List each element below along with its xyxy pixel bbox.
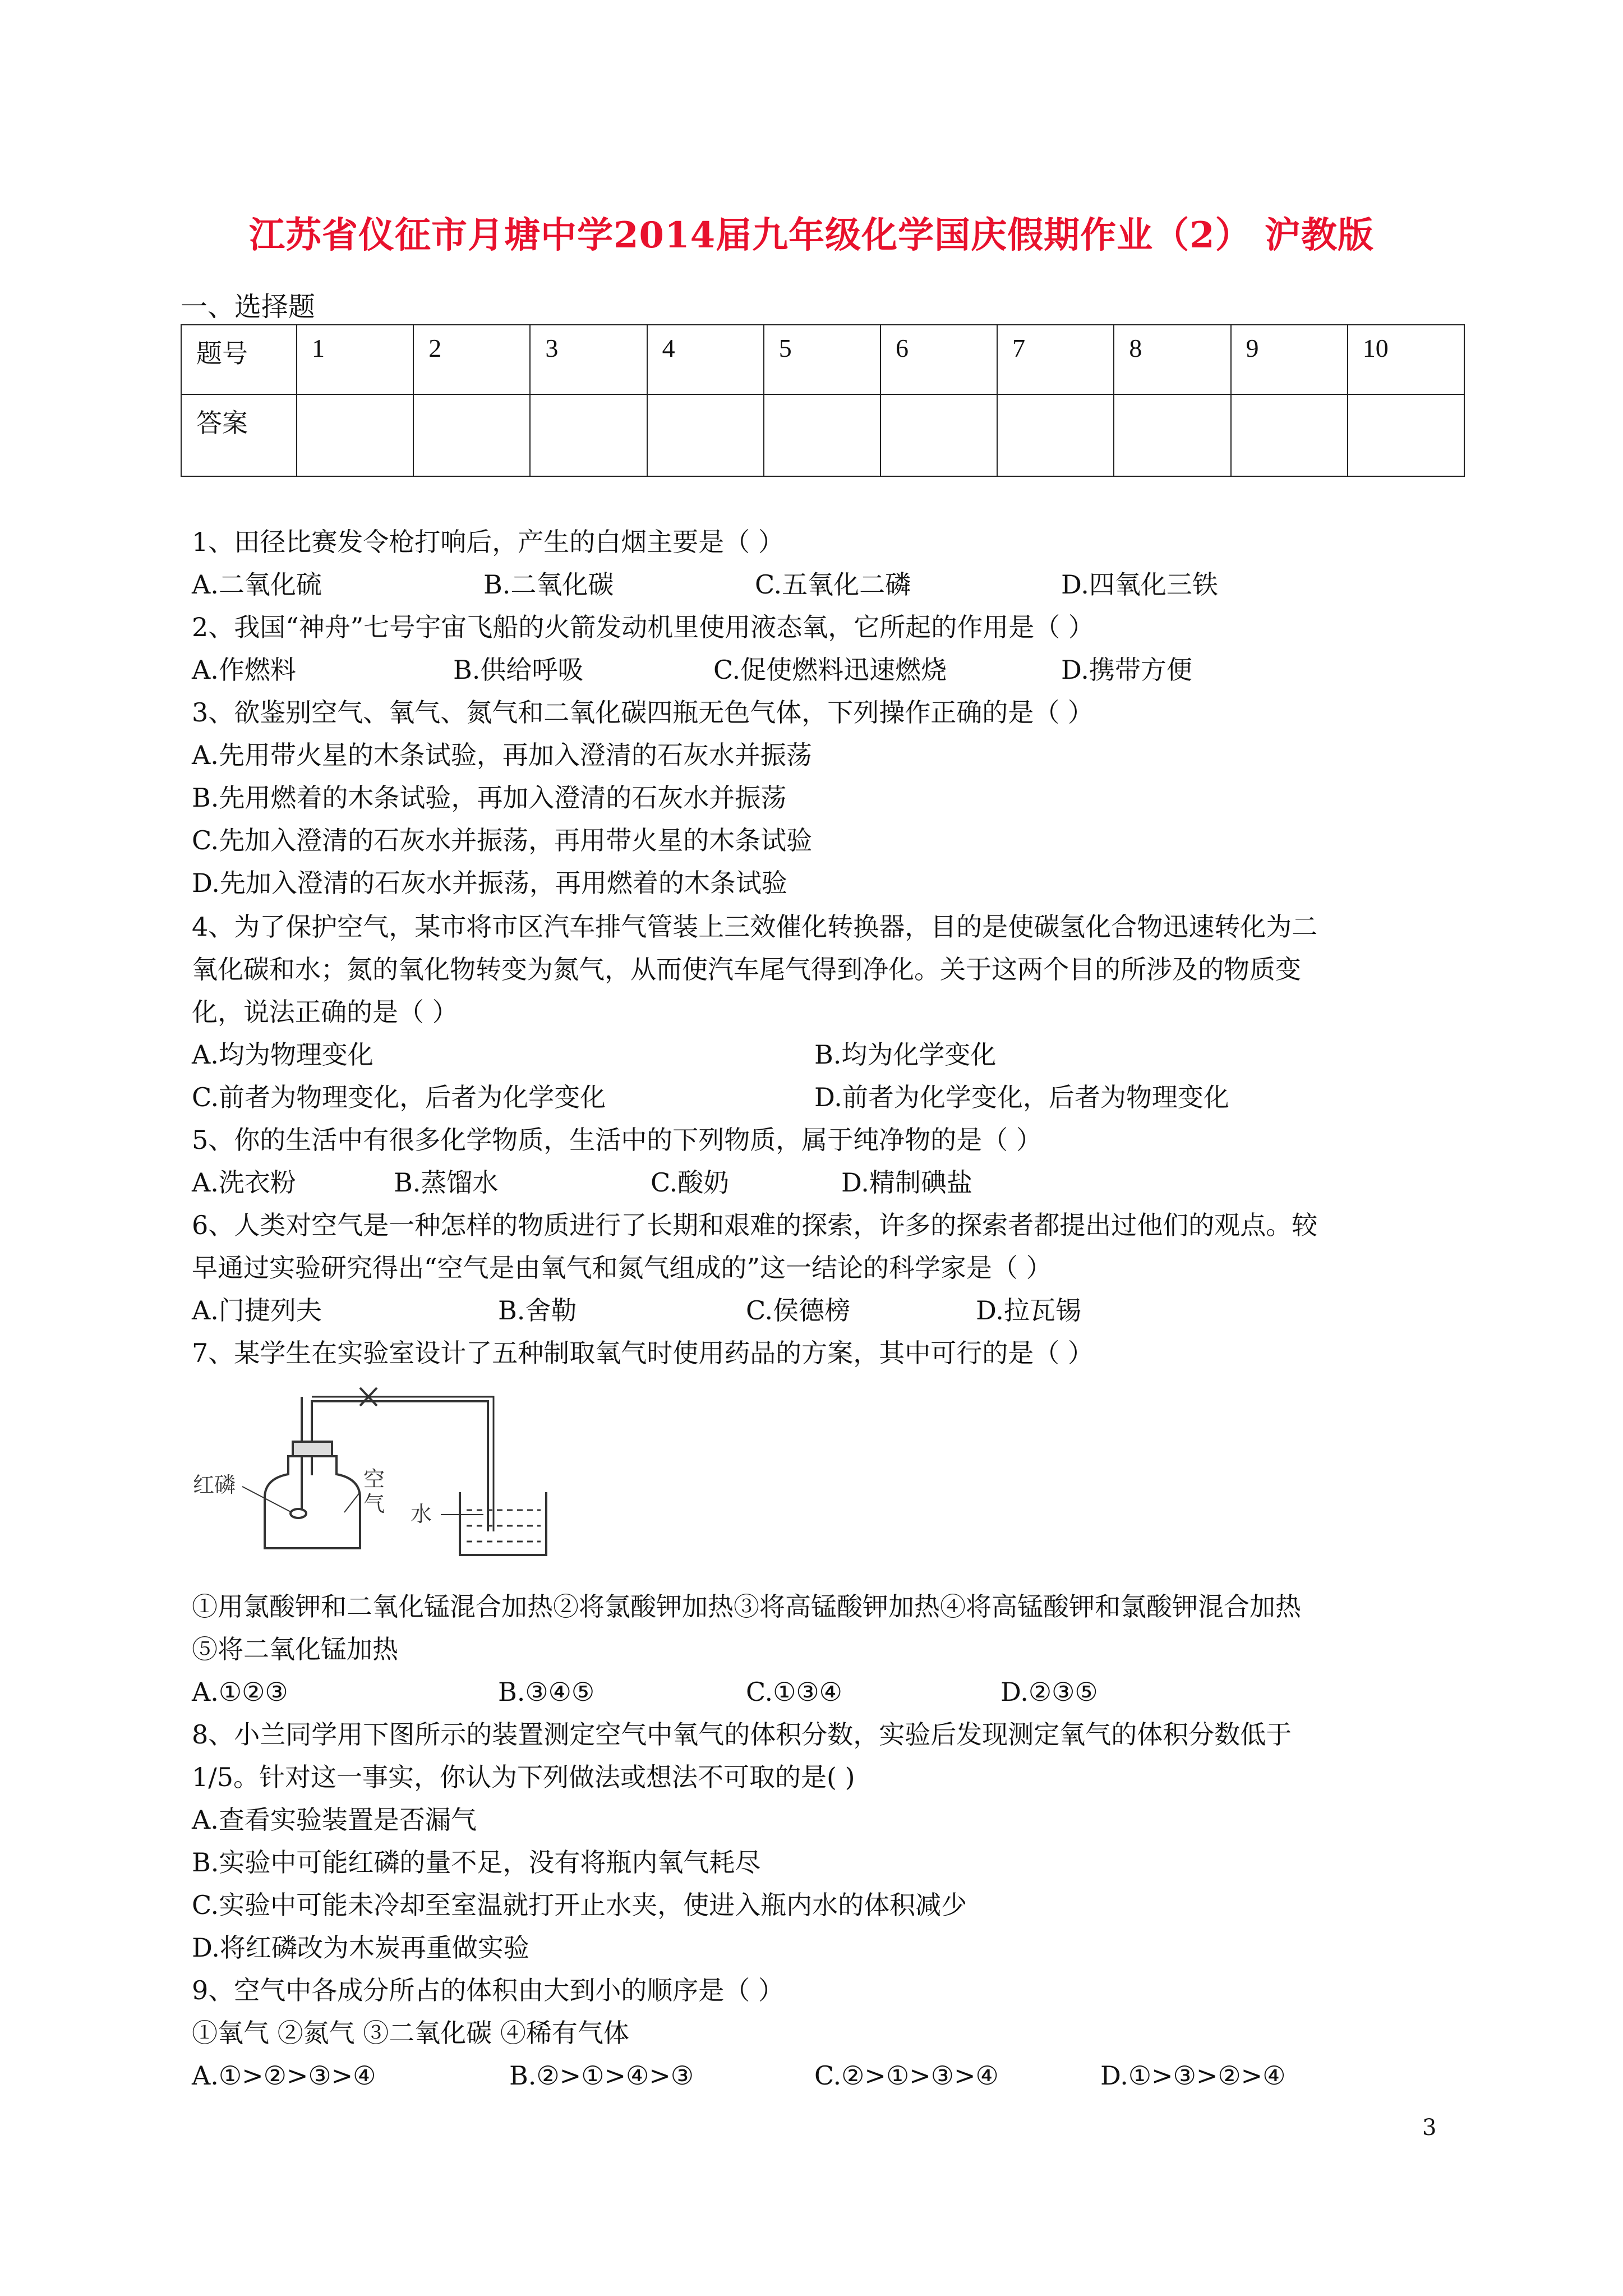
table-number: 1 [297, 325, 413, 394]
table-number: 6 [880, 325, 997, 394]
table-number: 10 [1348, 325, 1464, 394]
q2-option-d: D.携带方便 [1061, 655, 1192, 685]
table-number: 9 [1231, 325, 1348, 394]
q3-option-a: A.先用带火星的木条试验，再加入澄清的石灰水并振荡 [192, 740, 812, 770]
q1-option-a: A.二氧化硫 [192, 569, 322, 600]
section-heading: 一、选择题 [181, 291, 316, 323]
q9-items: ①氧气 ②氮气 ③二氧化碳 ④稀有气体 [192, 2018, 629, 2048]
answer-cell[interactable] [1114, 394, 1230, 476]
q2-option-c: C.促使燃料迅速燃烧 [713, 655, 947, 685]
document-title: 江苏省仪征市月塘中学2014届九年级化学国庆假期作业（2） 沪教版 [249, 214, 1374, 256]
q6-stem-line-1: 6、人类对空气是一种怎样的物质进行了长期和艰难的探索，许多的探索者都提出过他们的观点。较 [192, 1210, 1318, 1240]
answer-table [181, 324, 1465, 477]
q9-option-b: B.②>①>④>③ [509, 2060, 694, 2091]
q6-option-d: D.拉瓦锡 [976, 1295, 1081, 1326]
answer-table-answer-row [181, 394, 1464, 476]
q2-option-a: A.作燃料 [192, 655, 296, 685]
q9-option-c: C.②>①>③>④ [814, 2060, 999, 2091]
answer-cell[interactable] [997, 394, 1114, 476]
q5-option-c: C.酸奶 [651, 1167, 730, 1198]
q4-option-b: B.均为化学变化 [814, 1039, 997, 1070]
q8-option-a: A.查看实验装置是否漏气 [192, 1805, 477, 1835]
q5-option-a: A.洗衣粉 [192, 1167, 296, 1198]
label-water: 水 [411, 1502, 432, 1526]
q1-option-b: B.二氧化碳 [483, 569, 614, 600]
q7-option-b: B.③④⑤ [498, 1677, 595, 1707]
label-red-phosphorus: 红磷 [193, 1473, 236, 1497]
answer-cell[interactable] [880, 394, 997, 476]
q6-option-b: B.舍勒 [498, 1295, 577, 1326]
q3-stem: 3、欲鉴别空气、氧气、氮气和二氧化碳四瓶无色气体，下列操作正确的是（ ） [192, 697, 1094, 728]
q2-stem: 2、我国“神舟”七号宇宙飞船的火箭发动机里使用液态氧，它所起的作用是（ ） [192, 612, 1094, 642]
q6-option-a: A.门捷列夫 [192, 1295, 322, 1326]
q8-option-b: B.实验中可能红磷的量不足，没有将瓶内氧气耗尽 [192, 1847, 761, 1878]
page-number: 3 [1422, 2115, 1437, 2141]
table-label-answer: 答案 [181, 394, 297, 476]
q4-option-a: A.均为物理变化 [192, 1039, 374, 1070]
answer-cell[interactable] [413, 394, 530, 476]
q4-stem-line-1: 4、为了保护空气，某市将市区汽车排气管装上三效催化转换器，目的是使碳氢化合物迅速转化为二 [192, 912, 1318, 942]
q1-option-c: C.五氧化二磷 [755, 569, 911, 600]
apparatus-figure [192, 1380, 573, 1565]
label-air: 空气 [363, 1467, 385, 1516]
q8-stem-line-1: 8、小兰同学用下图所示的装置测定空气中氧气的体积分数，实验后发现测定氧气的体积分数低于 [192, 1719, 1292, 1750]
q1-stem: 1、田径比赛发令枪打响后，产生的白烟主要是（ ） [192, 527, 784, 557]
q9-option-a: A.①>②>③>④ [192, 2060, 376, 2091]
answer-cell[interactable] [297, 394, 413, 476]
table-number: 3 [530, 325, 647, 394]
q7-schemes-line-1: ①用氯酸钾和二氧化锰混合加热②将氯酸钾加热③将高锰酸钾加热④将高锰酸钾和氯酸钾混合加热 [192, 1591, 1301, 1622]
q4-stem-line-3: 化，说法正确的是（ ） [192, 997, 458, 1027]
q9-stem: 9、空气中各成分所占的体积由大到小的顺序是（ ） [192, 1975, 784, 2005]
answer-cell[interactable] [764, 394, 880, 476]
answer-cell[interactable] [1348, 394, 1464, 476]
q9-option-d: D.①>③>②>④ [1100, 2060, 1286, 2091]
q3-option-c: C.先加入澄清的石灰水并振荡，再用带火星的木条试验 [192, 825, 813, 855]
table-number: 8 [1114, 325, 1230, 394]
q2-option-b: B.供给呼吸 [453, 655, 584, 685]
q7-option-a: A.①②③ [192, 1677, 288, 1707]
q3-option-b: B.先用燃着的木条试验，再加入澄清的石灰水并振荡 [192, 783, 787, 813]
q7-option-c: C.①③④ [746, 1677, 842, 1707]
table-number: 5 [764, 325, 880, 394]
answer-cell[interactable] [647, 394, 764, 476]
table-number: 2 [413, 325, 530, 394]
q5-option-b: B.蒸馏水 [394, 1167, 499, 1198]
q4-option-d: D.前者为化学变化，后者为物理变化 [814, 1082, 1229, 1112]
q6-option-c: C.侯德榜 [746, 1295, 851, 1326]
q3-option-d: D.先加入澄清的石灰水并振荡，再用燃着的木条试验 [192, 868, 787, 898]
table-label-question-no: 题号 [181, 325, 297, 394]
q8-stem-line-2: 1/5。针对这一事实，你认为下列做法或想法不可取的是( ) [192, 1762, 855, 1792]
q1-option-d: D.四氧化三铁 [1061, 569, 1218, 600]
q7-stem: 7、某学生在实验室设计了五种制取氧气时使用药品的方案，其中可行的是（ ） [192, 1338, 1094, 1368]
q7-schemes-line-2: ⑤将二氧化锰加热 [192, 1634, 398, 1664]
q7-option-d: D.②③⑤ [1000, 1677, 1098, 1707]
q6-stem-line-2: 早通过实验研究得出“空气是由氧气和氮气组成的”这一结论的科学家是（ ） [192, 1253, 1052, 1283]
table-number: 4 [647, 325, 764, 394]
q5-option-d: D.精制碘盐 [841, 1167, 972, 1198]
table-number: 7 [997, 325, 1114, 394]
answer-cell[interactable] [1231, 394, 1348, 476]
q4-option-c: C.前者为物理变化，后者为化学变化 [192, 1082, 606, 1112]
q4-stem-line-2: 氧化碳和水；氮的氧化物转变为氮气，从而使汽车尾气得到净化。关于这两个目的所涉及的物质变 [192, 954, 1301, 984]
answer-cell[interactable] [530, 394, 647, 476]
answer-table-header-row [181, 325, 1464, 394]
q8-option-d: D.将红磷改为木炭再重做实验 [192, 1932, 529, 1963]
q8-option-c: C.实验中可能未冷却至室温就打开止水夹，使进入瓶内水的体积减少 [192, 1890, 967, 1920]
q5-stem: 5、你的生活中有很多化学物质，生活中的下列物质，属于纯净物的是（ ） [192, 1125, 1042, 1155]
